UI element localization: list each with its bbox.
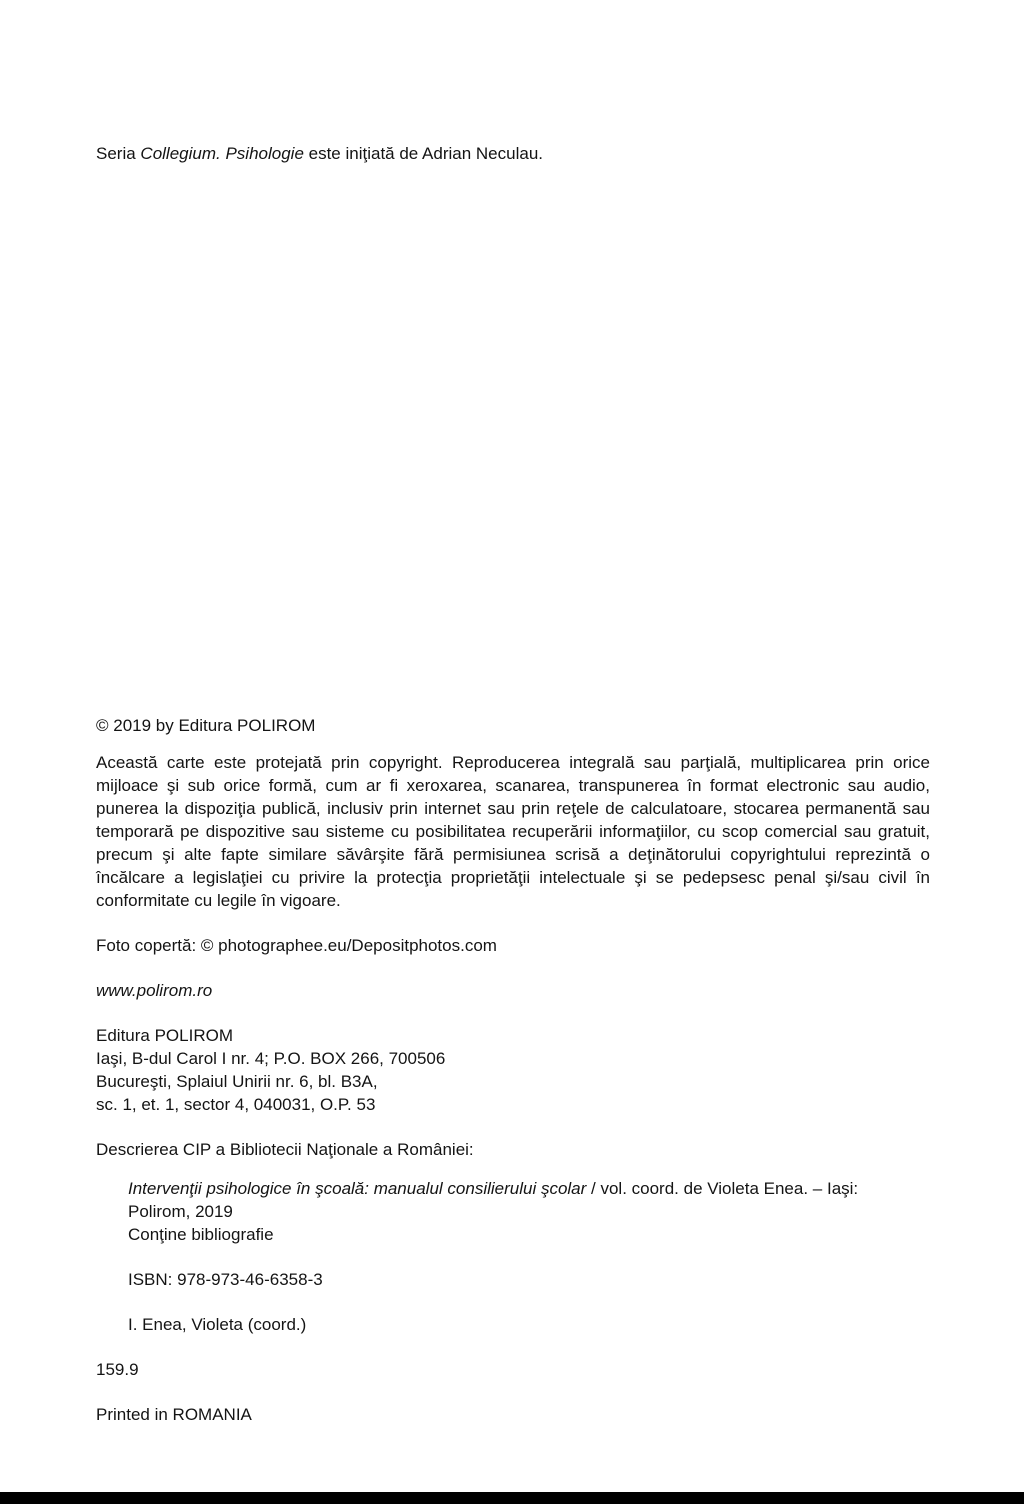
copyright-notice-paragraph: Această carte este protejată prin copyright. Reproducerea integrală sau parţială, multiplicarea prin orice mijloace şi sub orice formă, cum ar fi xeroxarea, scanarea, transpunerea în format electronic sau audio, punerea la dispoziţia publică, inclusiv prin internet sau prin reţele de calculatoare, stocarea permanentă sau temporară pe dispozitive sau sisteme cu posibilitatea recuperării informaţiilor, cu scop comercial sau gratuit, precum şi alte fapte similare săvârşite fără permisiunea scrisă a deţinătorului copyrightului reprezintă o încălcare a legislaţiei cu privire la protecţia proprietăţii intelectuale şi se pedepsesc penal şi/sau civil în conformitate cu legile în vigoare. (96, 753, 930, 910)
publisher-address-line-1: Iaşi, B-dul Carol I nr. 4; P.O. BOX 266, 700506 (96, 1049, 446, 1068)
cip-author-entry: I. Enea, Violeta (coord.) (128, 1315, 307, 1334)
publisher-address-line-2: Bucureşti, Splaiul Unirii nr. 6, bl. B3A, (96, 1072, 378, 1091)
classification-number: 159.9 (96, 1360, 139, 1379)
publisher-address-block (96, 1024, 930, 1116)
publisher-address-line-3: sc. 1, et. 1, sector 4, 040031, O.P. 53 (96, 1095, 376, 1114)
publisher-name-line: Editura POLIROM (96, 1026, 233, 1045)
series-line-prefix: Seria (96, 144, 141, 163)
cip-title-line-2: Polirom, 2019 (128, 1202, 233, 1221)
cip-heading: Descrierea CIP a Bibliotecii Naţionale a României: (96, 1140, 474, 1159)
series-line-suffix: este iniţiată de Adrian Neculau. (303, 144, 544, 163)
copyright-year-line: © 2019 by Editura POLIROM (96, 716, 316, 735)
cip-title-italic: Intervenţii psihologice în şcoală: manualul consilierului şcolar (128, 1179, 587, 1198)
scan-edge-artifact-bar (0, 1492, 1024, 1504)
cip-bibliography-line: Conţine bibliografie (128, 1225, 274, 1244)
series-name-italic: Collegium. Psihologie (140, 144, 304, 163)
cip-title-line (128, 1177, 930, 1200)
cip-entry-block (96, 1177, 930, 1336)
photo-credit-line: Foto copertă: © photographee.eu/Depositphotos.com (96, 936, 497, 955)
series-line (96, 142, 930, 165)
publisher-website: www.polirom.ro (96, 981, 213, 1000)
isbn-line: ISBN: 978-973-46-6358-3 (128, 1270, 323, 1289)
printed-in-line: Printed in ROMANIA (96, 1405, 252, 1424)
cip-title-rest: / vol. coord. de Violeta Enea. – Iaşi: (586, 1179, 859, 1198)
